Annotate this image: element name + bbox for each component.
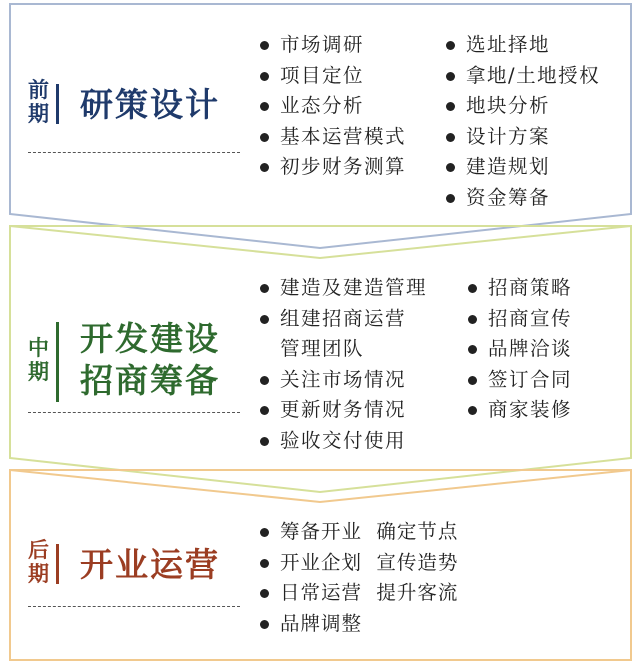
list-item: 品牌洽谈	[466, 334, 572, 365]
phase-char: 后	[28, 538, 49, 562]
stage-frame-late-notch	[10, 470, 631, 502]
list-item: 品牌调整	[258, 609, 458, 640]
stage-title-line: 研策设计	[80, 85, 220, 124]
stage-title-line: 招商筹备	[80, 361, 220, 400]
phase-char: 中	[28, 336, 49, 360]
stage-title-line: 开业运营	[80, 545, 220, 584]
list-item: 建造及建造管理	[258, 273, 427, 304]
list-item: 组建招商运营	[258, 304, 427, 335]
phase-char: 期	[28, 102, 49, 126]
task-list-right	[466, 273, 572, 426]
stage-frame-mid-notch	[10, 226, 631, 258]
list-item: 验收交付使用	[258, 426, 427, 457]
phase-tag-early	[28, 78, 49, 126]
list-item: 招商策略	[466, 273, 572, 304]
list-item: 基本运营模式	[258, 122, 406, 153]
list-item: 项目定位	[258, 61, 406, 92]
list-item: 市场调研	[258, 30, 406, 61]
list-item: 日常运营 提升客流	[258, 578, 458, 609]
phase-tag-mid	[28, 336, 49, 384]
list-item: 更新财务情况	[258, 395, 427, 426]
list-item: 关注市场情况	[258, 365, 427, 396]
list-item: 签订合同	[466, 365, 572, 396]
list-item: 业态分析	[258, 91, 406, 122]
phase-divider	[56, 322, 59, 402]
list-item: 招商宣传	[466, 304, 572, 335]
list-item: 商家装修	[466, 395, 572, 426]
phase-char: 期	[28, 562, 49, 586]
phase-divider	[56, 544, 59, 584]
task-list-left	[258, 517, 458, 639]
list-item: 拿地/土地授权	[444, 61, 600, 92]
dashed-divider	[28, 606, 240, 607]
task-list-left	[258, 273, 427, 456]
list-item: 开业企划 宣传造势	[258, 548, 458, 579]
list-item: 资金筹备	[444, 183, 600, 214]
dashed-divider	[28, 152, 240, 153]
list-item: 设计方案	[444, 122, 600, 153]
list-item: 建造规划	[444, 152, 600, 183]
list-item: 初步财务测算	[258, 152, 406, 183]
list-item: 筹备开业 确定节点	[258, 517, 458, 548]
list-item-continuation: 管理团队	[280, 337, 365, 360]
phase-tag-late	[28, 538, 49, 586]
phase-char: 前	[28, 78, 49, 102]
task-list-left	[258, 30, 406, 183]
dashed-divider	[28, 412, 240, 413]
task-list-right	[444, 30, 600, 213]
stage-title-line: 开发建设	[80, 319, 220, 358]
list-item: 选址择地	[444, 30, 600, 61]
list-item: 地块分析	[444, 91, 600, 122]
phase-char: 期	[28, 360, 49, 384]
phase-divider	[56, 84, 59, 124]
stage-title-mid	[80, 318, 220, 402]
stage-title-late	[80, 544, 220, 586]
stage-title-early	[80, 84, 220, 126]
